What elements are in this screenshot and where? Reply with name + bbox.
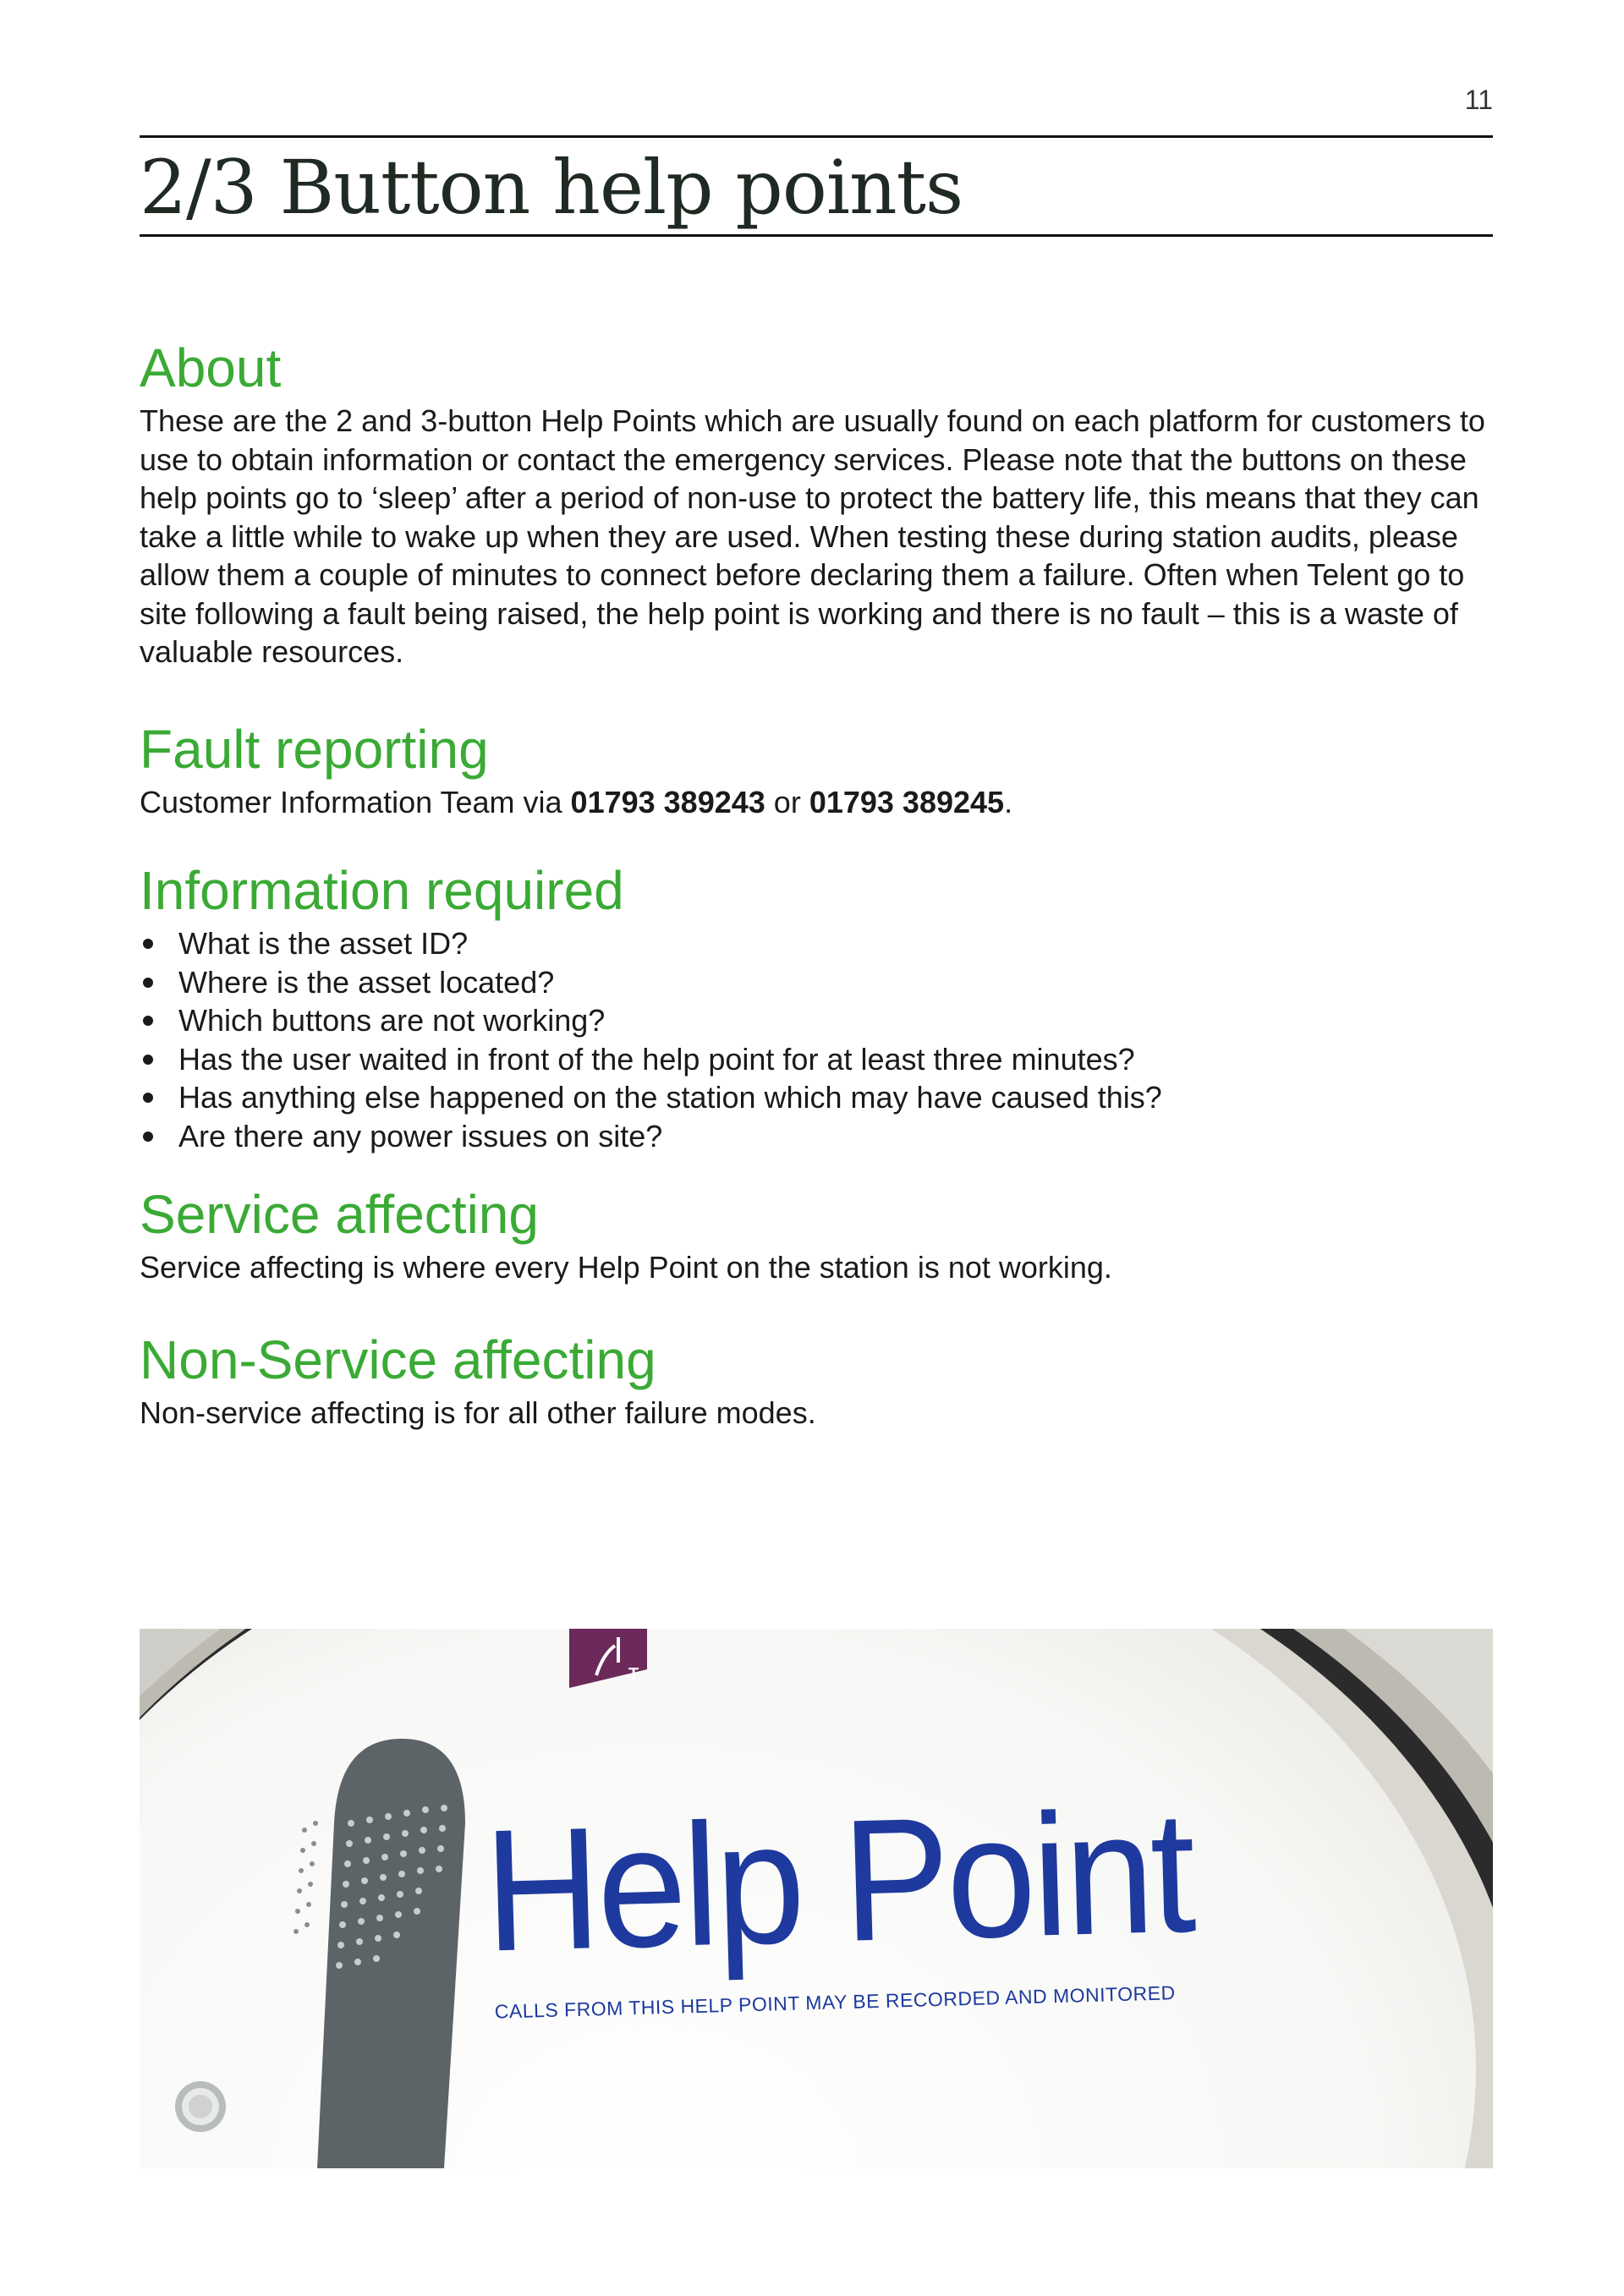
content [140,334,1493,1472]
about-heading: About [140,337,282,398]
about-text: These are the 2 and 3-button Help Points which are usually found on each platform for customers to use to obtain information or contact the emergency services. Please note that the buttons on these help points go to ‘sleep’ after a period of non-use to protect the battery life, this means that they can take a little while to wake up when they are used. When testing these during station audits, please allow them a couple of minutes to connect before declaring them a failure. Often when Telent go to site following a fault being raised, the help point is working and there is no fault – this is a waste of valuable resources. [140,403,1485,669]
photo-sign-caption: CALLS FROM THIS HELP POINT MAY BE RECORDED AND MONITORED [494,1981,1176,2023]
list-item-text: What is the asset ID? [178,926,469,961]
list-item [140,963,1493,1002]
help-point-photo [140,1629,1493,2168]
list-item [140,1117,1493,1156]
list-item [140,924,1493,963]
bullet-icon [143,978,153,988]
fault-reporting-heading: Fault reporting [140,718,489,780]
service-affecting-heading: Service affecting [140,1184,539,1245]
list-item [140,1001,1493,1040]
non-service-affecting-heading: Non-Service affecting [140,1329,656,1390]
bullet-icon [143,1132,153,1142]
service-affecting-text: Service affecting is where every Help Point on the station is not working. [140,1250,1112,1285]
bullet-icon [143,1093,153,1103]
fault-suffix: . [1004,784,1013,819]
bullet-icon [143,1055,153,1065]
fault-middle: or [765,784,809,819]
photo-sign [481,1774,1196,2024]
fault-reporting-section [140,715,1493,822]
list-item-text: Has anything else happened on the station which may have caused this? [178,1080,1162,1115]
about-section [140,334,1493,671]
non-service-affecting-text: Non-service affecting is for all other failure modes. [140,1395,816,1430]
list-item-text: Has the user waited in front of the help point for at least three minutes? [178,1041,1135,1077]
bullet-icon [143,939,153,949]
photo-logo-letter: T [628,1665,639,1684]
non-service-affecting-section [140,1326,1493,1433]
photo-sign-heading: Help Point [481,1774,1195,1988]
list-item [140,1040,1493,1079]
list-item-text: Are there any power issues on site? [178,1118,663,1153]
information-list [140,924,1493,1155]
fault-reporting-text [140,783,1493,822]
phone-number-2: 01793 389245 [809,784,1005,819]
service-affecting-section [140,1181,1493,1287]
title-rule-bottom [140,234,1493,237]
list-item [140,1078,1493,1117]
list-item-text: Which buttons are not working? [178,1003,606,1038]
bullet-icon [143,1016,153,1026]
fault-prefix: Customer Information Team via [140,784,571,819]
list-item-text: Where is the asset located? [178,964,555,1000]
information-required-heading: Information required [140,860,624,921]
phone-number-1: 01793 389243 [570,784,765,819]
title-rule-top [140,135,1493,138]
page-number: 11 [1464,85,1493,115]
page-title: 2/3 Button help points [140,144,963,231]
information-required-section [140,857,1493,1155]
